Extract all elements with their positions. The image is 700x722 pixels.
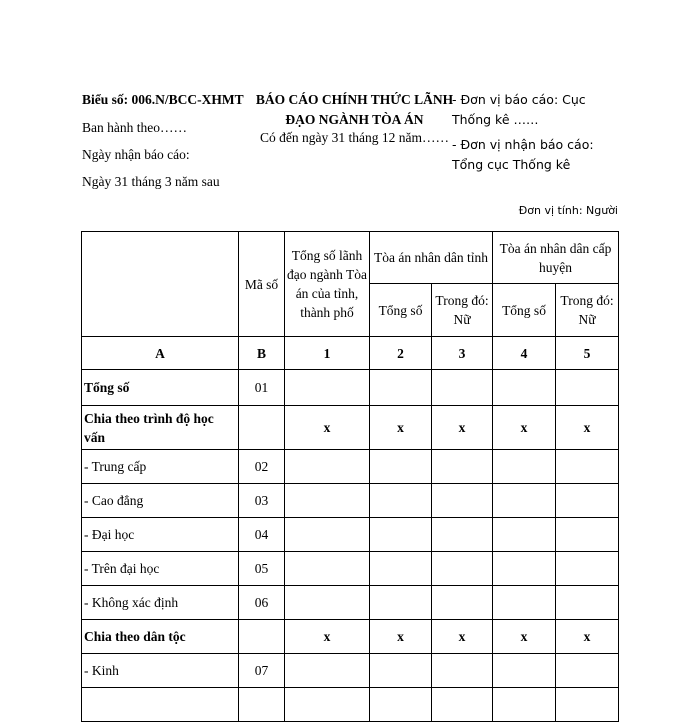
- data-cell[interactable]: [493, 450, 556, 484]
- data-cell[interactable]: [432, 518, 493, 552]
- row-code: 07: [239, 654, 285, 688]
- row-code: 04: [239, 518, 285, 552]
- row-label: - Đại học: [82, 518, 239, 552]
- data-cell[interactable]: [370, 654, 432, 688]
- data-cell[interactable]: [370, 370, 432, 406]
- data-cell[interactable]: [556, 552, 619, 586]
- data-cell[interactable]: [432, 552, 493, 586]
- data-cell[interactable]: [370, 484, 432, 518]
- data-cell[interactable]: x: [493, 406, 556, 450]
- data-cell[interactable]: [432, 450, 493, 484]
- data-cell[interactable]: [285, 552, 370, 586]
- report-table: [81, 231, 619, 722]
- row-label: Chia theo trình độ học vấn: [82, 406, 239, 450]
- table-row: [82, 484, 619, 518]
- issued-by: Ban hành theo……: [82, 120, 187, 135]
- data-cell[interactable]: x: [556, 620, 619, 654]
- receive-date-label: Ngày nhận báo cáo:: [82, 147, 190, 162]
- col-index-cell: 2: [370, 337, 432, 370]
- row-label: - Cao đẳng: [82, 484, 239, 518]
- row-code: 06: [239, 586, 285, 620]
- data-cell[interactable]: [432, 370, 493, 406]
- receive-date: Ngày 31 tháng 3 năm sau: [82, 174, 220, 189]
- header-province-total: Tổng số: [370, 284, 432, 337]
- data-cell[interactable]: [556, 654, 619, 688]
- data-cell[interactable]: [493, 552, 556, 586]
- header-code: Mã số: [239, 232, 285, 337]
- data-cell[interactable]: x: [432, 620, 493, 654]
- form-code: Biểu số: 006.N/BCC-XHMT: [82, 92, 244, 107]
- data-cell[interactable]: x: [432, 406, 493, 450]
- data-cell[interactable]: [493, 484, 556, 518]
- data-cell[interactable]: [285, 586, 370, 620]
- table-row: [82, 654, 619, 688]
- table-row: [82, 370, 619, 406]
- table-row: [82, 518, 619, 552]
- row-label: Tổng số: [82, 370, 239, 406]
- row-code: 03: [239, 484, 285, 518]
- header-total: Tổng số lãnh đạo ngành Tòa án của tỉnh, thành phố: [285, 232, 370, 337]
- table-row: [82, 688, 619, 722]
- data-cell[interactable]: [556, 586, 619, 620]
- col-index-cell: 5: [556, 337, 619, 370]
- data-cell[interactable]: [432, 688, 493, 722]
- table-row: [82, 586, 619, 620]
- data-cell[interactable]: [493, 518, 556, 552]
- data-cell[interactable]: [432, 484, 493, 518]
- data-cell[interactable]: [556, 450, 619, 484]
- row-code: [239, 688, 285, 722]
- table-row: [82, 406, 619, 450]
- row-code: 05: [239, 552, 285, 586]
- data-cell[interactable]: [556, 370, 619, 406]
- data-cell[interactable]: x: [370, 620, 432, 654]
- data-cell[interactable]: [285, 654, 370, 688]
- data-cell[interactable]: [556, 688, 619, 722]
- header-district-total: Tổng số: [493, 284, 556, 337]
- header-district: Tòa án nhân dân cấp huyện: [493, 232, 619, 284]
- data-cell[interactable]: x: [285, 406, 370, 450]
- data-cell[interactable]: [432, 586, 493, 620]
- data-cell[interactable]: [370, 450, 432, 484]
- data-cell[interactable]: x: [556, 406, 619, 450]
- data-cell[interactable]: [285, 484, 370, 518]
- data-cell[interactable]: [370, 552, 432, 586]
- unit-label: Đơn vị tính: Người: [518, 204, 618, 217]
- data-cell[interactable]: [370, 518, 432, 552]
- reporting-unit: - Đơn vị báo cáo: Cục Thống kê ……: [452, 92, 586, 127]
- data-cell[interactable]: x: [285, 620, 370, 654]
- row-code: [239, 620, 285, 654]
- header-label-cell: [82, 232, 239, 337]
- data-cell[interactable]: [285, 370, 370, 406]
- report-title: BÁO CÁO CHÍNH THỨC LÃNH ĐẠO NGÀNH TÒA ÁN: [255, 92, 454, 127]
- data-cell[interactable]: [285, 518, 370, 552]
- row-code: 01: [239, 370, 285, 406]
- row-code: [239, 406, 285, 450]
- col-index-cell: 4: [493, 337, 556, 370]
- data-cell[interactable]: [285, 688, 370, 722]
- data-cell[interactable]: x: [370, 406, 432, 450]
- data-cell[interactable]: [556, 518, 619, 552]
- row-label: - Không xác định: [82, 586, 239, 620]
- header-province: Tòa án nhân dân tỉnh: [370, 232, 493, 284]
- row-code: 02: [239, 450, 285, 484]
- col-index-cell: 3: [432, 337, 493, 370]
- receiving-unit: - Đơn vị nhận báo cáo: Tổng cục Thống kê: [452, 137, 594, 172]
- header-district-female: Trong đó: Nữ: [556, 284, 619, 337]
- data-cell[interactable]: [370, 586, 432, 620]
- table-row: [82, 552, 619, 586]
- data-cell[interactable]: [493, 370, 556, 406]
- col-index-cell: B: [239, 337, 285, 370]
- data-cell[interactable]: [370, 688, 432, 722]
- data-cell[interactable]: [493, 586, 556, 620]
- header-province-female: Trong đó: Nữ: [432, 284, 493, 337]
- col-index-cell: 1: [285, 337, 370, 370]
- row-label: Chia theo dân tộc: [82, 620, 239, 654]
- row-label: - Trung cấp: [82, 450, 239, 484]
- data-cell[interactable]: [432, 654, 493, 688]
- data-cell[interactable]: [556, 484, 619, 518]
- data-cell[interactable]: [493, 688, 556, 722]
- data-cell[interactable]: [493, 654, 556, 688]
- report-subtitle: Có đến ngày 31 tháng 12 năm……: [260, 130, 449, 145]
- row-label: - Kinh: [82, 654, 239, 688]
- table-row: [82, 620, 619, 654]
- row-label: [82, 688, 239, 722]
- row-label: - Trên đại học: [82, 552, 239, 586]
- data-cell[interactable]: x: [493, 620, 556, 654]
- data-cell[interactable]: [285, 450, 370, 484]
- col-index-cell: A: [82, 337, 239, 370]
- table-row: [82, 450, 619, 484]
